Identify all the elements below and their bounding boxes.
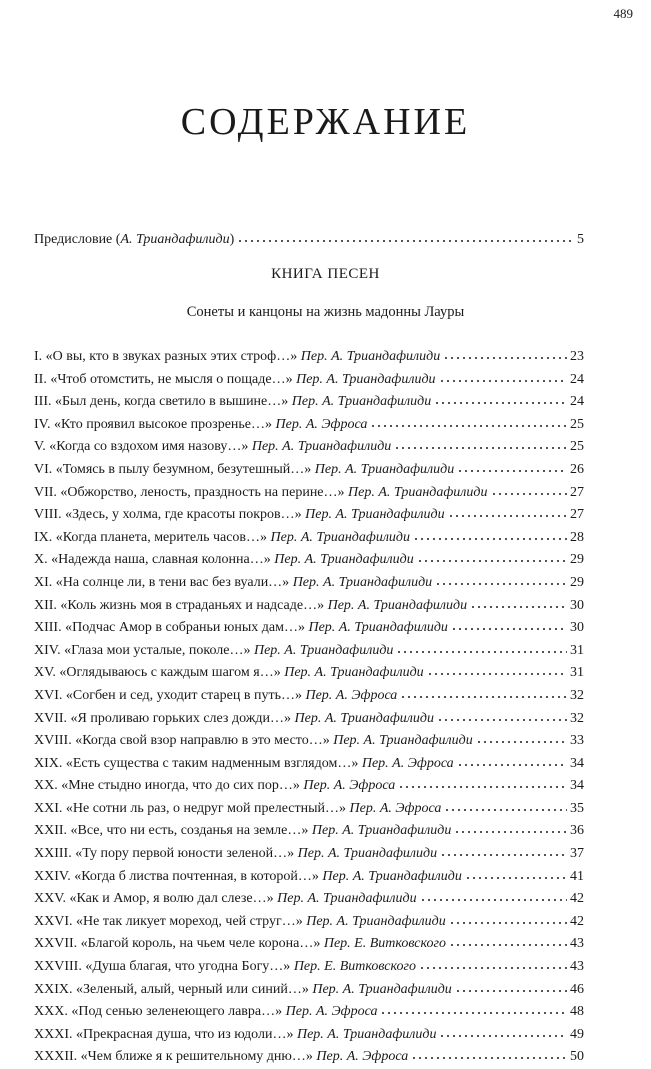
- toc-entry-title: XIII. «Подчас Амор в собраньи юных дам…»: [34, 620, 305, 636]
- toc-entry-translator: Пер. А. Триандафилиди: [274, 552, 414, 568]
- toc-entry[interactable]: [34, 730, 584, 753]
- dot-leader: [434, 401, 567, 405]
- toc-entry-translator: Пер. А. Триандафилиди: [305, 507, 445, 523]
- toc-entry-text: [34, 482, 488, 505]
- toc-entry-text: [34, 1046, 408, 1069]
- toc-entry-translator: Пер. Е. Витковского: [323, 936, 446, 952]
- toc-entry[interactable]: [34, 662, 584, 685]
- toc-entry[interactable]: [34, 708, 584, 731]
- toc-entry-page-number: 31: [570, 665, 584, 681]
- toc-entry-page-number: 34: [570, 778, 584, 794]
- toc-entry-page-number: 46: [570, 981, 584, 997]
- toc-entry-text: [34, 843, 437, 866]
- dot-leader: [440, 853, 567, 857]
- toc-entry-title: XVI. «Согбен и сед, уходит старец в путь…»: [34, 687, 302, 703]
- toc-entry-text: [34, 504, 445, 527]
- toc-entry-text: [34, 527, 410, 550]
- toc-entry[interactable]: [34, 617, 584, 640]
- toc-entry-page-number: 34: [570, 755, 584, 771]
- toc-entry-translator: Пер. А. Эфроса: [285, 1004, 378, 1020]
- toc-entry-page-number: 43: [570, 936, 584, 952]
- dot-leader: [400, 695, 567, 699]
- dot-leader: [435, 582, 567, 586]
- dot-leader: [439, 1034, 567, 1038]
- dot-leader: [396, 650, 567, 654]
- toc-entry-text: [34, 753, 454, 776]
- toc-entry-page-number: 43: [570, 959, 584, 975]
- toc-entry-translator: Пер. А. Триандафилиди: [251, 439, 392, 455]
- toc-entry-text: [34, 1001, 377, 1024]
- toc-entry-title: XXIX. «Зеленый, алый, черный или синий…»: [34, 981, 309, 997]
- toc-entry-page-number: 33: [570, 733, 584, 749]
- dot-leader: [455, 989, 567, 993]
- toc-entry-text: [34, 866, 462, 889]
- toc-entry-text: [34, 617, 448, 640]
- toc-entry-translator: Пер. А. Триандафилиди: [297, 846, 438, 862]
- dot-leader: [491, 492, 568, 496]
- toc-entry-translator: Пер. А. Триандафилиди: [327, 597, 468, 613]
- preface-page-number: 5: [577, 232, 584, 247]
- toc-entry-text: [34, 708, 434, 731]
- toc-entry[interactable]: [34, 549, 584, 572]
- toc-entry-translator: Пер. А. Триандафилиди: [284, 665, 424, 681]
- dot-leader: [470, 605, 567, 609]
- dot-leader: [420, 898, 567, 902]
- toc-entry-translator: Пер. А. Триандафилиди: [253, 642, 394, 658]
- preface-title: [34, 232, 234, 248]
- toc-entry[interactable]: [34, 459, 584, 482]
- toc-entry-translator: Пер. А. Триандафилиди: [306, 913, 446, 929]
- toc-entry-title: XXIII. «Ту пору первой юности зеленой…»: [34, 846, 295, 862]
- dot-leader: [437, 718, 567, 722]
- dot-leader: [237, 239, 574, 243]
- toc-entry-translator: Пер. А. Триандафилиди: [292, 574, 433, 590]
- dot-leader: [439, 379, 567, 383]
- toc-entry-page-number: 42: [570, 891, 584, 907]
- toc-entry-text: [34, 662, 424, 685]
- toc-entry-page-number: 30: [570, 597, 584, 613]
- toc-entry-text: [34, 730, 473, 753]
- toc-entry[interactable]: [34, 979, 584, 1002]
- toc-entry-translator: Пер. А. Триандафилиди: [296, 1026, 437, 1042]
- toc-entry-title: XXII. «Все, что ни есть, созданья на земле…»: [34, 823, 309, 839]
- toc-entry-page-number: 41: [570, 868, 584, 884]
- toc-entry-page-number: 25: [570, 416, 584, 432]
- toc-entry-text: [34, 820, 451, 843]
- toc-entry[interactable]: [34, 820, 584, 843]
- toc-entry-title: V. «Когда со вздохом имя назову…»: [34, 439, 249, 455]
- toc-entry-title: X. «Надежда наша, славная колонна…»: [34, 552, 271, 568]
- toc-entry-translator: Пер. А. Эфроса: [361, 755, 454, 771]
- dot-leader: [443, 356, 567, 360]
- toc-entry-page-number: 29: [570, 574, 584, 590]
- dot-leader: [454, 830, 567, 834]
- dot-leader: [444, 808, 567, 812]
- toc-entry-translator: Пер. А. Триандафилиди: [277, 891, 417, 907]
- toc-entry[interactable]: [34, 685, 584, 708]
- toc-entry-text: [34, 369, 436, 392]
- toc-entry-title: XXI. «Не сотни ль раз, о недруг мой прелестный…»: [34, 800, 346, 816]
- toc-entry[interactable]: [34, 346, 584, 369]
- toc-entry-translator: Пер. А. Триандафилиди: [294, 710, 434, 726]
- toc-entry-page-number: 32: [570, 710, 584, 726]
- preface-translator: А. Триандафилиди: [120, 232, 230, 247]
- dot-leader: [413, 537, 567, 541]
- toc-entry[interactable]: [34, 436, 584, 459]
- toc-entry-title: VI. «Томясь в пылу безумном, безутешный…»: [34, 461, 312, 477]
- toc-entry[interactable]: [34, 482, 584, 505]
- dot-leader: [465, 876, 567, 880]
- toc-entry-translator: Пер. Е. Витковского: [293, 959, 416, 975]
- dot-leader: [380, 1011, 567, 1015]
- toc-entry-text: [34, 640, 393, 663]
- toc-entry-title: XVIII. «Когда свой взор направлю в это место…»: [34, 733, 330, 749]
- toc-entry[interactable]: [34, 933, 584, 956]
- toc-entry-title: XXIV. «Когда б листва почтенная, в которой…»: [34, 868, 319, 884]
- toc-entry[interactable]: [34, 753, 584, 776]
- toc-entry[interactable]: [34, 1024, 584, 1047]
- toc-entry-title: III. «Был день, когда светило в вышине…»: [34, 394, 289, 410]
- toc-entry-page-number: 36: [570, 823, 584, 839]
- toc-entry-title: XV. «Оглядываюсь с каждым шагом я…»: [34, 665, 281, 681]
- toc-entry-title: XXVIII. «Душа благая, что угодна Богу…»: [34, 959, 291, 975]
- toc-entry-translator: Пер. А. Триандафилиди: [308, 620, 448, 636]
- toc-entry-title: XXXII. «Чем ближе я к решительному дню…»: [34, 1049, 313, 1065]
- toc-entry-page-number: 27: [570, 507, 584, 523]
- toc-entry-title: XI. «На солнце ли, в тени вас без вуали…»: [34, 574, 290, 590]
- toc-entry-text: [34, 414, 367, 437]
- toc-entry[interactable]: [34, 775, 584, 798]
- toc-entry-translator: Пер. А. Триандафилиди: [311, 823, 452, 839]
- toc-entry-page-number: 28: [570, 529, 584, 545]
- toc-entry-text: [34, 459, 454, 482]
- toc-entry-translator: Пер. А. Триандафилиди: [314, 461, 455, 477]
- dot-leader: [394, 446, 567, 450]
- dot-leader: [449, 943, 567, 947]
- toc-entry-title: XX. «Мне стыдно иногда, что до сих пор…»: [34, 778, 300, 794]
- preface-label: Предисловие (: [34, 232, 121, 247]
- book-heading: КНИГА ПЕСЕН: [271, 266, 380, 282]
- toc-entry-translator: Пер. А. Триандафилиди: [333, 733, 473, 749]
- toc-entry-text: [34, 436, 391, 459]
- toc-entry-title: XVII. «Я проливаю горьких слез дожди…»: [34, 710, 292, 726]
- toc-entry-translator: Пер. А. Триандафилиди: [300, 349, 441, 364]
- toc-entry-title: VII. «Обжорство, леность, праздность на перине…»: [34, 484, 345, 500]
- toc-entry[interactable]: [34, 798, 584, 821]
- toc-entry-translator: Пер. А. Эфроса: [275, 416, 368, 432]
- page-title: СОДЕРЖАНИЕ: [180, 101, 471, 143]
- toc-entry-page-number: 29: [570, 552, 584, 568]
- toc-entry-preface[interactable]: [34, 232, 584, 248]
- dot-leader: [449, 921, 567, 925]
- toc-entry-title: II. «Чтоб отомстить, не мысля о пощаде…»: [34, 371, 293, 387]
- toc-entry-title: XXVII. «Благой король, на чьем челе корона…»: [34, 936, 321, 952]
- toc-entry-page-number: 35: [570, 800, 584, 816]
- toc-entry[interactable]: [34, 888, 584, 911]
- toc-entry-page-number: 42: [570, 913, 584, 929]
- dot-leader: [419, 966, 567, 970]
- toc-entry-page-number: 25: [570, 439, 584, 455]
- toc-entry-title: XIX. «Есть существа с таким надменным взглядом…»: [34, 755, 359, 771]
- toc-entry[interactable]: [34, 595, 584, 618]
- toc-entry[interactable]: [34, 369, 584, 392]
- toc-entry-title: XXV. «Как и Амор, я волю дал слезе…»: [34, 891, 274, 907]
- toc-entry[interactable]: [34, 1001, 584, 1024]
- section-heading: Сонеты и канцоны на жизнь мадонны Лауры: [186, 304, 465, 320]
- toc-entry-title: I. «О вы, кто в звуках разных этих строф…»: [34, 349, 298, 364]
- toc-entry-translator: Пер. А. Эфроса: [349, 800, 442, 816]
- toc-entry-page-number: 27: [570, 484, 584, 500]
- toc-entry-title: XXVI. «Не так ликует мореход, чей струг…»: [34, 913, 303, 929]
- toc-entry-text: [34, 572, 432, 595]
- dot-leader: [398, 785, 567, 789]
- page-number: 489: [613, 6, 633, 21]
- toc-entry-page-number: 23: [570, 349, 584, 364]
- toc-entry-text: [34, 595, 467, 618]
- toc-entry-translator: Пер. А. Эфроса: [305, 687, 398, 703]
- toc-entry-title: IX. «Когда планета, меритель часов…»: [34, 529, 268, 545]
- toc-entry-page-number: 50: [570, 1049, 584, 1065]
- toc-entry-page-number: 31: [570, 642, 584, 658]
- dot-leader: [457, 469, 567, 473]
- toc-entry-page-number: 26: [570, 461, 584, 477]
- toc-entry[interactable]: [34, 391, 584, 414]
- toc-entry-title: XII. «Коль жизнь моя в страданьях и надсаде…»: [34, 597, 325, 613]
- toc-entry-translator: Пер. А. Триандафилиди: [296, 371, 436, 387]
- toc-entry-text: [34, 888, 417, 911]
- toc-entry-page-number: 24: [570, 394, 584, 410]
- dot-leader: [370, 424, 567, 428]
- toc-list: [34, 346, 584, 1069]
- toc-entry-page-number: 30: [570, 620, 584, 636]
- toc-entry[interactable]: [34, 866, 584, 889]
- toc-entry-title: IV. «Кто проявил высокое прозренье…»: [34, 416, 272, 432]
- toc-entry-text: [34, 346, 440, 369]
- toc-entry-page-number: 48: [570, 1004, 584, 1020]
- toc-entry-text: [34, 391, 431, 414]
- dot-leader: [457, 763, 567, 767]
- dot-leader: [448, 514, 567, 518]
- toc-entry-text: [34, 549, 414, 572]
- toc-entry-title: XXX. «Под сенью зеленеющего лавра…»: [34, 1004, 283, 1020]
- toc-entry[interactable]: [34, 572, 584, 595]
- toc-entry-translator: Пер. А. Триандафилиди: [348, 484, 488, 500]
- toc-entry-page-number: 49: [570, 1026, 584, 1042]
- toc-entry-title: VIII. «Здесь, у холма, где красоты покров…»: [34, 507, 302, 523]
- toc-entry-title: XXXI. «Прекрасная душа, что из юдоли…»: [34, 1026, 294, 1042]
- dot-leader: [476, 740, 567, 744]
- toc-entry-text: [34, 933, 446, 956]
- toc-entry[interactable]: [34, 504, 584, 527]
- toc-entry-text: [34, 1024, 436, 1047]
- toc-entry-text: [34, 798, 441, 821]
- toc-entry-translator: Пер. А. Эфроса: [303, 778, 396, 794]
- toc-entry[interactable]: [34, 911, 584, 934]
- toc-entry[interactable]: [34, 640, 584, 663]
- toc-entry-translator: Пер. А. Эфроса: [316, 1049, 409, 1065]
- toc-entry-page-number: 32: [570, 687, 584, 703]
- toc-entry-page-number: 37: [570, 846, 584, 862]
- toc-entry-text: [34, 911, 446, 934]
- toc-entry-text: [34, 685, 397, 708]
- toc-entry[interactable]: [34, 527, 584, 550]
- dot-leader: [427, 672, 567, 676]
- toc-entry[interactable]: [34, 1046, 584, 1069]
- toc-entry-text: [34, 775, 395, 798]
- toc-entry[interactable]: [34, 843, 584, 866]
- toc-entry-translator: Пер. А. Триандафилиди: [322, 868, 462, 884]
- dot-leader: [417, 559, 567, 563]
- toc-entry-page-number: 24: [570, 371, 584, 387]
- toc-entry-text: [34, 956, 416, 979]
- toc-entry-translator: Пер. А. Триандафилиди: [291, 394, 432, 410]
- toc-entry[interactable]: [34, 956, 584, 979]
- preface-close: ): [229, 232, 235, 247]
- toc-entry-translator: Пер. А. Триандафилиди: [312, 981, 452, 997]
- dot-leader: [411, 1056, 567, 1060]
- toc-entry-text: [34, 979, 452, 1002]
- toc-entry[interactable]: [34, 414, 584, 437]
- toc-entry-title: XIV. «Глаза мои усталые, поколе…»: [34, 642, 251, 658]
- toc-entry-translator: Пер. А. Триандафилиди: [270, 529, 411, 545]
- dot-leader: [451, 627, 567, 631]
